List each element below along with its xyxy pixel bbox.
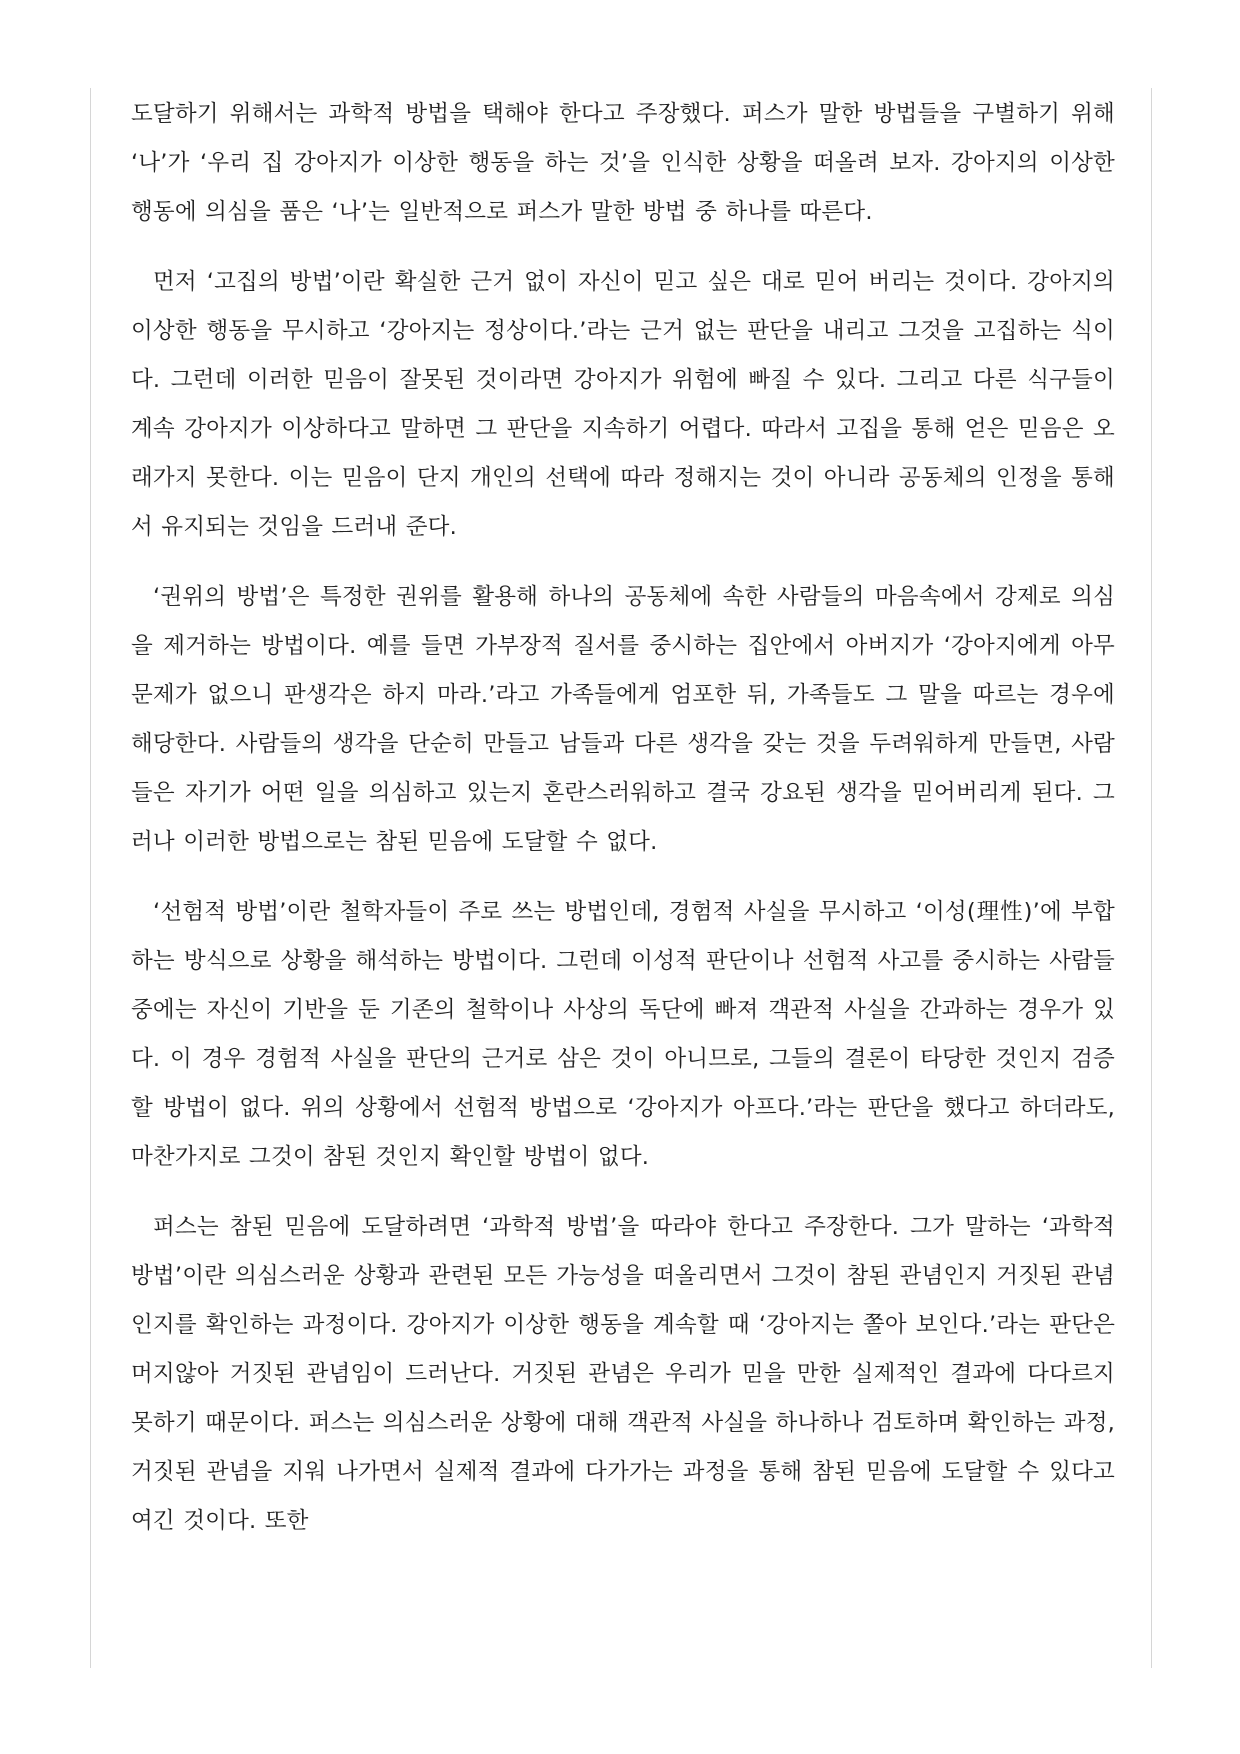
paragraph-scientific-method: 퍼스는 참된 믿음에 도달하려면 ‘과학적 방법’을 따라야 한다고 주장한다. 그가 말하는 ‘과학적 방법’이란 의심스러운 상황과 관련된 모든 가능성을 떠올리면서 그것이 참된 관념인지 거짓된 관념인지를 확인하는 과정이다. 강아지가 이상한 행동을 계속할 때 ‘강아지는 쫄아 보인다.’라는 판단은 머지않아 거짓된 관념임이 드러난다. 거짓된 관념은 우리가 믿을 만한 실제적인 결과에 다다르지 못하기 때문이다. 퍼스는 의심스러운 상황에 대해 객관적 사실을 하나하나 검토하며 확인하는 과정, 거짓된 관념을 지워 나가면서 실제적 결과에 다가가는 과정을 통해 참된 믿음에 도달할 수 있다고 여긴 것이다. 또한	[131, 1214, 1115, 1534]
paragraph-continuation: 도달하기 위해서는 과학적 방법을 택해야 한다고 주장했다. 퍼스가 말한 방법들을 구별하기 위해 ‘나’가 ‘우리 집 강아지가 이상한 행동을 하는 것’을 인식한 상황을 떠올려 보자. 강아지의 이상한 행동에 의심을 품은 ‘나’는 일반적으로 퍼스가 말한 방법 중 하나를 따른다.	[131, 101, 1115, 225]
paragraph-a-priori-method: ‘선험적 방법’이란 철학자들이 주로 쓰는 방법인데, 경험적 사실을 무시하고 ‘이성(理性)’에 부합하는 방식으로 상황을 해석하는 방법이다. 그런데 이성적 판단이나 선험적 사고를 중시하는 사람들 중에는 자신이 기반을 둔 기존의 철학이나 사상의 독단에 빠져 객관적 사실을 간과하는 경우가 있다. 이 경우 경험적 사실을 판단의 근거로 삼은 것이 아니므로, 그들의 결론이 타당한 것인지 검증할 방법이 없다. 위의 상황에서 선험적 방법으로 ‘강아지가 아프다.’라는 판단을 했다고 하더라도, 마찬가지로 그것이 참된 것인지 확인할 방법이 없다.	[131, 899, 1115, 1170]
document-body	[131, 90, 1115, 1567]
paragraph-authority-method: ‘권위의 방법’은 특정한 권위를 활용해 하나의 공동체에 속한 사람들의 마음속에서 강제로 의심을 제거하는 방법이다. 예를 들면 가부장적 질서를 중시하는 집안에서 아버지가 ‘강아지에게 아무 문제가 없으니 판생각은 하지 마라.’라고 가족들에게 엄포한 뒤, 가족들도 그 말을 따르는 경우에 해당한다. 사람들의 생각을 단순히 만들고 남들과 다른 생각을 갖는 것을 두려워하게 만들면, 사람들은 자기가 어떤 일을 의심하고 있는지 혼란스러워하고 결국 강요된 생각을 믿어버리게 된다. 그러나 이러한 방법으로는 참된 믿음에 도달할 수 없다.	[131, 584, 1115, 855]
paragraph-tenacity-method: 먼저 ‘고집의 방법’이란 확실한 근거 없이 자신이 믿고 싶은 대로 믿어 버리는 것이다. 강아지의 이상한 행동을 무시하고 ‘강아지는 정상이다.’라는 근거 없는 판단을 내리고 그것을 고집하는 식이다. 그런데 이러한 믿음이 잘못된 것이라면 강아지가 위험에 빠질 수 있다. 그리고 다른 식구들이 계속 강아지가 이상하다고 말하면 그 판단을 지속하기 어렵다. 따라서 고집을 통해 얻은 믿음은 오래가지 못한다. 이는 믿음이 단지 개인의 선택에 따라 정해지는 것이 아니라 공동체의 인정을 통해서 유지되는 것임을 드러내 준다.	[131, 269, 1115, 540]
